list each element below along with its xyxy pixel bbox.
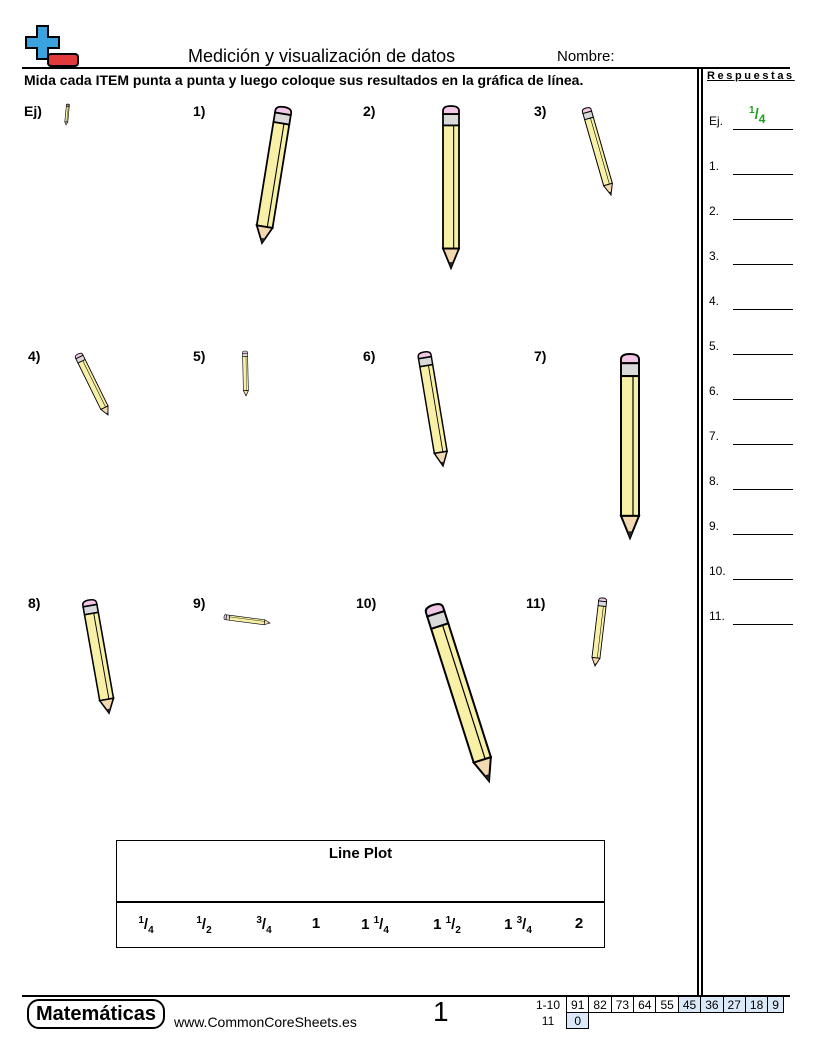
line-plot-tick-label: $^1/_4$ [138, 915, 154, 936]
answer-row [709, 605, 793, 625]
answer-number: 10. [709, 564, 726, 578]
answer-blank[interactable] [733, 489, 793, 490]
line-plot-tick-label: 1 $^1/_4$ [361, 915, 389, 936]
answer-blank[interactable] [733, 534, 793, 535]
answer-row [709, 470, 793, 490]
line-plot-tick-label: $^3/_4$ [256, 915, 272, 936]
answer-row [709, 200, 793, 220]
line-plot-tick-label: 1 $^1/_2$ [433, 915, 461, 936]
line-plot-tick-label: $^1/_2$ [196, 915, 212, 936]
answer-blank[interactable] [733, 219, 793, 220]
answer-row [709, 335, 793, 355]
pencil-icon [424, 602, 497, 783]
question-label: 3) [534, 103, 547, 119]
answer-blank[interactable] [733, 444, 793, 445]
line-plot-title: Line Plot [328, 845, 393, 862]
pencil-icon [621, 354, 639, 538]
answer-blank[interactable] [733, 624, 793, 625]
score-cell: 64 [634, 997, 656, 1013]
answer-number: 6. [709, 384, 720, 398]
question-label: 2) [363, 103, 376, 119]
answer-blank[interactable] [733, 354, 793, 355]
answer-number: 3. [709, 249, 720, 263]
instructions: Mida cada ITEM punta a punta y luego coloque sus resultados en la gráfica de línea. [24, 72, 584, 88]
question-label: Ej) [24, 103, 42, 119]
answer-number: 4. [709, 294, 720, 308]
pencil-icon [254, 106, 292, 245]
answer-row [709, 155, 793, 175]
answer-number: 8. [709, 474, 720, 488]
pencil-icon [224, 615, 271, 626]
question-label: 8) [28, 595, 41, 611]
pencil-icon [243, 351, 249, 396]
answer-number: 5. [709, 339, 720, 353]
question-label: 11) [526, 595, 546, 611]
name-label: Nombre: [557, 48, 615, 65]
score-cell: 0 [567, 1013, 589, 1029]
line-plot-tick-label: 1 $^3/_4$ [504, 915, 532, 936]
score-cell: 82 [589, 997, 611, 1013]
answer-row [709, 515, 793, 535]
page-number: 1 [433, 996, 449, 1027]
answer-number: 11. [709, 609, 725, 623]
page-title: Medición y visualización de datos [188, 46, 456, 66]
line-plot-axis [117, 901, 604, 903]
pencil-icon [582, 107, 616, 196]
line-plot-tick-label: 1 [311, 915, 321, 932]
question-label: 6) [363, 348, 376, 364]
question-label: 9) [193, 595, 206, 611]
score-cell: 18 [745, 997, 767, 1013]
answer-row [709, 425, 793, 445]
answer-row [709, 380, 793, 400]
answer-blank[interactable] [733, 264, 793, 265]
question-label: 7) [534, 348, 547, 364]
score-cell: 45 [678, 997, 700, 1013]
answer-number: 7. [709, 429, 720, 443]
score-row-label: 11 [541, 1013, 555, 1028]
score-cell: 55 [656, 997, 678, 1013]
score-table [532, 996, 784, 1029]
answer-blank[interactable] [733, 309, 793, 310]
answer-blank[interactable] [733, 174, 793, 175]
score-row-label: 1-10 [536, 997, 561, 1012]
answer-row [709, 560, 793, 580]
brand-logo: Matemáticas [27, 999, 165, 1029]
score-cell: 36 [701, 997, 723, 1013]
question-label: 1) [193, 103, 206, 119]
answer-blank[interactable] [733, 579, 793, 580]
pencil-icon [82, 599, 116, 714]
website-link[interactable]: www.CommonCoreSheets.es [174, 1014, 357, 1030]
score-cell: 73 [611, 997, 633, 1013]
score-cell: 91 [567, 997, 589, 1013]
example-answer: $^1/_4$ [749, 105, 766, 126]
answer-row [709, 105, 793, 130]
answer-number: 2. [709, 204, 720, 218]
question-label: 4) [28, 348, 41, 364]
answer-blank[interactable] [733, 399, 793, 400]
score-cell: 9 [768, 997, 784, 1013]
question-label: 5) [193, 348, 206, 364]
line-plot [116, 840, 605, 948]
answer-blank[interactable] [733, 129, 793, 130]
pencil-icon [418, 351, 450, 467]
line-plot-tick-label: 2 [574, 915, 584, 932]
answer-number: 9. [709, 519, 720, 533]
pencil-icon [65, 104, 70, 125]
answer-row [709, 245, 793, 265]
question-label: 10) [356, 595, 377, 611]
answer-row [709, 290, 793, 310]
answer-number: 1. [709, 159, 720, 173]
score-cell: 27 [723, 997, 745, 1013]
pencil-icon [443, 106, 459, 268]
pencil-icon [74, 352, 111, 417]
answers-header: Respuestas [707, 70, 795, 82]
answer-number: Ej. [709, 114, 724, 128]
pencil-icon [591, 598, 607, 667]
